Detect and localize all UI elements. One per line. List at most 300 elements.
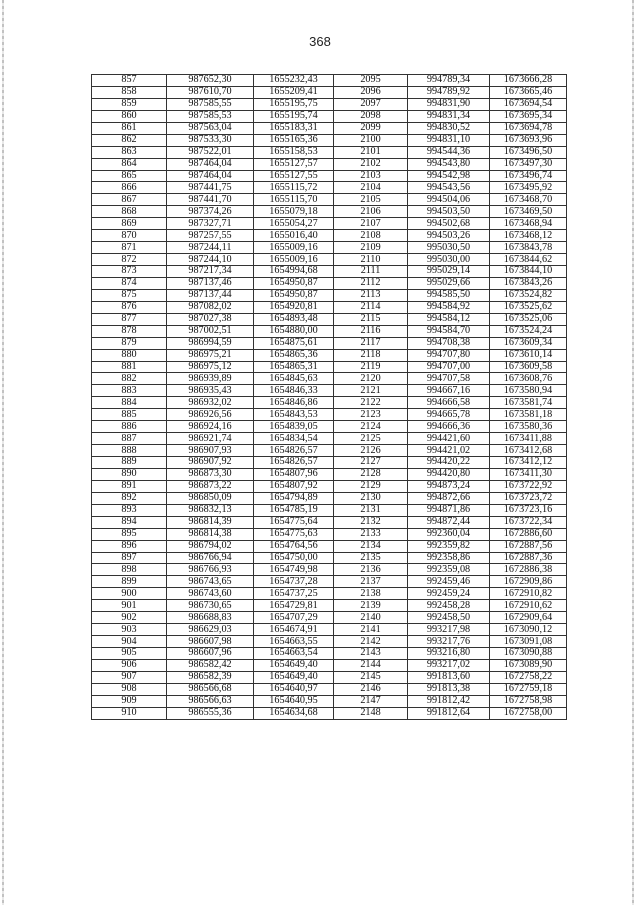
y-coordinate-right: 1673844,10: [490, 266, 567, 278]
x-coordinate-right: 995030,00: [408, 254, 490, 266]
point-number-right: 2123: [334, 409, 408, 421]
point-number-left: 863: [92, 146, 167, 158]
x-coordinate-left: 987374,26: [167, 206, 254, 218]
point-number-right: 2130: [334, 492, 408, 504]
point-number-right: 2129: [334, 480, 408, 492]
point-number-right: 2126: [334, 445, 408, 457]
y-coordinate-right: 1673722,92: [490, 480, 567, 492]
point-number-left: 882: [92, 373, 167, 385]
table-row: [92, 349, 567, 361]
point-number-right: 2136: [334, 564, 408, 576]
y-coordinate-left: 1655209,41: [254, 86, 334, 98]
x-coordinate-right: 992458,28: [408, 600, 490, 612]
point-number-right: 2145: [334, 671, 408, 683]
point-number-left: 907: [92, 671, 167, 683]
x-coordinate-left: 986924,16: [167, 421, 254, 433]
y-coordinate-right: 1673694,78: [490, 122, 567, 134]
point-number-right: 2144: [334, 659, 408, 671]
x-coordinate-right: 994666,58: [408, 397, 490, 409]
y-coordinate-right: 1673468,70: [490, 194, 567, 206]
y-coordinate-left: 1654839,05: [254, 421, 334, 433]
table-row: [92, 457, 567, 469]
y-coordinate-right: 1673496,74: [490, 170, 567, 182]
table-row: [92, 707, 567, 719]
point-number-left: 859: [92, 98, 167, 110]
table-row: [92, 564, 567, 576]
point-number-left: 869: [92, 218, 167, 230]
x-coordinate-left: 986994,59: [167, 337, 254, 349]
y-coordinate-right: 1673525,62: [490, 301, 567, 313]
y-coordinate-right: 1673609,58: [490, 361, 567, 373]
x-coordinate-right: 994707,00: [408, 361, 490, 373]
x-coordinate-right: 991812,64: [408, 707, 490, 719]
x-coordinate-left: 987244,10: [167, 254, 254, 266]
y-coordinate-left: 1655115,70: [254, 194, 334, 206]
y-coordinate-left: 1655165,36: [254, 134, 334, 146]
x-coordinate-left: 986814,38: [167, 528, 254, 540]
x-coordinate-left: 986794,02: [167, 540, 254, 552]
table-row: [92, 301, 567, 313]
x-coordinate-left: 987027,38: [167, 313, 254, 325]
y-coordinate-left: 1655115,72: [254, 182, 334, 194]
point-number-left: 874: [92, 277, 167, 289]
x-coordinate-right: 993217,02: [408, 659, 490, 671]
x-coordinate-right: 991813,60: [408, 671, 490, 683]
point-number-right: 2147: [334, 695, 408, 707]
point-number-right: 2106: [334, 206, 408, 218]
y-coordinate-left: 1654785,19: [254, 504, 334, 516]
y-coordinate-left: 1655009,16: [254, 242, 334, 254]
x-coordinate-left: 986939,89: [167, 373, 254, 385]
y-coordinate-left: 1654663,55: [254, 636, 334, 648]
y-coordinate-right: 1672887,36: [490, 552, 567, 564]
x-coordinate-left: 986629,03: [167, 624, 254, 636]
point-number-left: 896: [92, 540, 167, 552]
table-row: [92, 230, 567, 242]
x-coordinate-left: 987585,53: [167, 110, 254, 122]
point-number-left: 867: [92, 194, 167, 206]
point-number-left: 891: [92, 480, 167, 492]
point-number-right: 2131: [334, 504, 408, 516]
x-coordinate-right: 994421,60: [408, 433, 490, 445]
point-number-left: 893: [92, 504, 167, 516]
y-coordinate-right: 1673581,74: [490, 397, 567, 409]
y-coordinate-left: 1654807,92: [254, 480, 334, 492]
x-coordinate-right: 992359,82: [408, 540, 490, 552]
table-row: [92, 385, 567, 397]
x-coordinate-left: 986607,98: [167, 636, 254, 648]
point-number-right: 2120: [334, 373, 408, 385]
x-coordinate-right: 993216,80: [408, 648, 490, 660]
point-number-left: 871: [92, 242, 167, 254]
x-coordinate-right: 994503,26: [408, 230, 490, 242]
x-coordinate-right: 995029,66: [408, 277, 490, 289]
y-coordinate-left: 1655079,18: [254, 206, 334, 218]
x-coordinate-left: 986932,02: [167, 397, 254, 409]
y-coordinate-right: 1673580,36: [490, 421, 567, 433]
x-coordinate-right: 994873,24: [408, 480, 490, 492]
point-number-right: 2124: [334, 421, 408, 433]
y-coordinate-left: 1654737,28: [254, 576, 334, 588]
x-coordinate-right: 994871,86: [408, 504, 490, 516]
y-coordinate-right: 1673091,08: [490, 636, 567, 648]
table-row: [92, 242, 567, 254]
y-coordinate-right: 1673495,92: [490, 182, 567, 194]
point-number-left: 890: [92, 468, 167, 480]
point-number-right: 2098: [334, 110, 408, 122]
x-coordinate-left: 986935,43: [167, 385, 254, 397]
x-coordinate-left: 986688,83: [167, 612, 254, 624]
x-coordinate-left: 987610,70: [167, 86, 254, 98]
point-number-right: 2104: [334, 182, 408, 194]
table-row: [92, 325, 567, 337]
point-number-left: 886: [92, 421, 167, 433]
point-number-left: 908: [92, 683, 167, 695]
point-number-left: 861: [92, 122, 167, 134]
x-coordinate-right: 994872,66: [408, 492, 490, 504]
point-number-right: 2115: [334, 313, 408, 325]
x-coordinate-left: 987327,71: [167, 218, 254, 230]
point-number-right: 2118: [334, 349, 408, 361]
x-coordinate-right: 991812,42: [408, 695, 490, 707]
table-row: [92, 158, 567, 170]
y-coordinate-right: 1673524,82: [490, 289, 567, 301]
y-coordinate-left: 1654875,61: [254, 337, 334, 349]
table-row: [92, 122, 567, 134]
x-coordinate-right: 994831,34: [408, 110, 490, 122]
x-coordinate-left: 986766,94: [167, 552, 254, 564]
point-number-right: 2099: [334, 122, 408, 134]
point-number-left: 899: [92, 576, 167, 588]
point-number-right: 2097: [334, 98, 408, 110]
point-number-right: 2122: [334, 397, 408, 409]
table-row: [92, 337, 567, 349]
x-coordinate-left: 987585,55: [167, 98, 254, 110]
scan-left-edge: [2, 0, 4, 905]
x-coordinate-right: 994544,36: [408, 146, 490, 158]
point-number-left: 905: [92, 648, 167, 660]
y-coordinate-left: 1654775,63: [254, 528, 334, 540]
table-row: [92, 409, 567, 421]
x-coordinate-left: 986832,13: [167, 504, 254, 516]
table-row: [92, 552, 567, 564]
x-coordinate-right: 994665,78: [408, 409, 490, 421]
point-number-left: 884: [92, 397, 167, 409]
x-coordinate-right: 994831,10: [408, 134, 490, 146]
y-coordinate-right: 1672886,60: [490, 528, 567, 540]
y-coordinate-left: 1654880,00: [254, 325, 334, 337]
point-number-right: 2109: [334, 242, 408, 254]
point-number-right: 2132: [334, 516, 408, 528]
point-number-right: 2133: [334, 528, 408, 540]
x-coordinate-right: 995029,14: [408, 266, 490, 278]
x-coordinate-right: 991813,38: [408, 683, 490, 695]
table-row: [92, 671, 567, 683]
point-number-left: 889: [92, 457, 167, 469]
x-coordinate-left: 986566,68: [167, 683, 254, 695]
y-coordinate-right: 1673468,12: [490, 230, 567, 242]
y-coordinate-left: 1655016,40: [254, 230, 334, 242]
y-coordinate-left: 1655009,16: [254, 254, 334, 266]
x-coordinate-right: 994584,70: [408, 325, 490, 337]
y-coordinate-right: 1673090,12: [490, 624, 567, 636]
x-coordinate-right: 994542,98: [408, 170, 490, 182]
x-coordinate-right: 994504,06: [408, 194, 490, 206]
y-coordinate-left: 1654826,57: [254, 445, 334, 457]
y-coordinate-right: 1673090,88: [490, 648, 567, 660]
point-number-right: 2148: [334, 707, 408, 719]
x-coordinate-right: 994789,92: [408, 86, 490, 98]
table-row: [92, 313, 567, 325]
y-coordinate-right: 1673609,34: [490, 337, 567, 349]
point-number-left: 902: [92, 612, 167, 624]
y-coordinate-right: 1673581,18: [490, 409, 567, 421]
y-coordinate-left: 1655054,27: [254, 218, 334, 230]
x-coordinate-left: 986814,39: [167, 516, 254, 528]
table-row: [92, 480, 567, 492]
x-coordinate-left: 987441,75: [167, 182, 254, 194]
y-coordinate-left: 1654634,68: [254, 707, 334, 719]
table-row: [92, 445, 567, 457]
y-coordinate-right: 1673694,54: [490, 98, 567, 110]
point-number-left: 864: [92, 158, 167, 170]
point-number-right: 2137: [334, 576, 408, 588]
x-coordinate-right: 994667,16: [408, 385, 490, 397]
y-coordinate-right: 1672910,62: [490, 600, 567, 612]
y-coordinate-right: 1673610,14: [490, 349, 567, 361]
x-coordinate-right: 994789,34: [408, 75, 490, 87]
y-coordinate-right: 1673089,90: [490, 659, 567, 671]
y-coordinate-left: 1654845,63: [254, 373, 334, 385]
y-coordinate-right: 1672909,86: [490, 576, 567, 588]
table-row: [92, 612, 567, 624]
x-coordinate-right: 994502,68: [408, 218, 490, 230]
x-coordinate-left: 987441,70: [167, 194, 254, 206]
y-coordinate-left: 1655232,43: [254, 75, 334, 87]
point-number-left: 895: [92, 528, 167, 540]
table-row: [92, 170, 567, 182]
x-coordinate-left: 987533,30: [167, 134, 254, 146]
point-number-left: 898: [92, 564, 167, 576]
table-row: [92, 194, 567, 206]
point-number-left: 877: [92, 313, 167, 325]
y-coordinate-left: 1654764,56: [254, 540, 334, 552]
x-coordinate-right: 994707,58: [408, 373, 490, 385]
table-row: [92, 397, 567, 409]
x-coordinate-right: 994584,92: [408, 301, 490, 313]
y-coordinate-right: 1673469,50: [490, 206, 567, 218]
table-row: [92, 361, 567, 373]
y-coordinate-left: 1654846,33: [254, 385, 334, 397]
y-coordinate-right: 1673496,50: [490, 146, 567, 158]
y-coordinate-left: 1655127,57: [254, 158, 334, 170]
point-number-left: 888: [92, 445, 167, 457]
x-coordinate-right: 993217,98: [408, 624, 490, 636]
point-number-right: 2134: [334, 540, 408, 552]
point-number-left: 862: [92, 134, 167, 146]
y-coordinate-right: 1673608,76: [490, 373, 567, 385]
x-coordinate-left: 986743,60: [167, 588, 254, 600]
y-coordinate-left: 1654834,54: [254, 433, 334, 445]
x-coordinate-right: 994420,22: [408, 457, 490, 469]
table-row: [92, 218, 567, 230]
y-coordinate-left: 1654649,40: [254, 659, 334, 671]
y-coordinate-left: 1654707,29: [254, 612, 334, 624]
x-coordinate-right: 994831,90: [408, 98, 490, 110]
y-coordinate-right: 1673524,24: [490, 325, 567, 337]
x-coordinate-left: 986907,92: [167, 457, 254, 469]
x-coordinate-left: 986873,30: [167, 468, 254, 480]
point-number-right: 2107: [334, 218, 408, 230]
y-coordinate-right: 1673723,72: [490, 492, 567, 504]
y-coordinate-left: 1654994,68: [254, 266, 334, 278]
table-row: [92, 695, 567, 707]
x-coordinate-left: 986555,36: [167, 707, 254, 719]
x-coordinate-left: 987082,02: [167, 301, 254, 313]
y-coordinate-left: 1655158,53: [254, 146, 334, 158]
y-coordinate-left: 1654737,25: [254, 588, 334, 600]
x-coordinate-left: 986926,56: [167, 409, 254, 421]
point-number-right: 2139: [334, 600, 408, 612]
y-coordinate-left: 1654663,54: [254, 648, 334, 660]
x-coordinate-right: 994584,12: [408, 313, 490, 325]
x-coordinate-right: 992459,46: [408, 576, 490, 588]
table-row: [92, 624, 567, 636]
table-row: [92, 266, 567, 278]
table-row: [92, 648, 567, 660]
y-coordinate-right: 1673843,26: [490, 277, 567, 289]
y-coordinate-right: 1672886,38: [490, 564, 567, 576]
y-coordinate-right: 1673412,12: [490, 457, 567, 469]
y-coordinate-left: 1654729,81: [254, 600, 334, 612]
y-coordinate-right: 1673666,28: [490, 75, 567, 87]
x-coordinate-right: 994830,52: [408, 122, 490, 134]
point-number-left: 875: [92, 289, 167, 301]
point-number-right: 2111: [334, 266, 408, 278]
y-coordinate-right: 1673411,30: [490, 468, 567, 480]
y-coordinate-right: 1673412,68: [490, 445, 567, 457]
y-coordinate-right: 1672887,56: [490, 540, 567, 552]
scan-right-edge: [632, 0, 634, 905]
x-coordinate-left: 987464,04: [167, 170, 254, 182]
table-row: [92, 206, 567, 218]
table-row: [92, 277, 567, 289]
x-coordinate-right: 994420,80: [408, 468, 490, 480]
x-coordinate-right: 994872,44: [408, 516, 490, 528]
point-number-right: 2108: [334, 230, 408, 242]
point-number-left: 858: [92, 86, 167, 98]
y-coordinate-left: 1654807,96: [254, 468, 334, 480]
x-coordinate-left: 987244,11: [167, 242, 254, 254]
table-row: [92, 373, 567, 385]
point-number-right: 2095: [334, 75, 408, 87]
table-row: [92, 636, 567, 648]
point-number-left: 909: [92, 695, 167, 707]
x-coordinate-left: 987137,46: [167, 277, 254, 289]
x-coordinate-right: 993217,76: [408, 636, 490, 648]
table-row: [92, 540, 567, 552]
table-row: [92, 146, 567, 158]
y-coordinate-left: 1654950,87: [254, 277, 334, 289]
y-coordinate-right: 1673525,06: [490, 313, 567, 325]
y-coordinate-right: 1672758,00: [490, 707, 567, 719]
point-number-right: 2102: [334, 158, 408, 170]
x-coordinate-right: 992359,08: [408, 564, 490, 576]
y-coordinate-left: 1654794,89: [254, 492, 334, 504]
point-number-right: 2143: [334, 648, 408, 660]
y-coordinate-right: 1673844,62: [490, 254, 567, 266]
point-number-left: 870: [92, 230, 167, 242]
y-coordinate-left: 1654920,81: [254, 301, 334, 313]
point-number-left: 894: [92, 516, 167, 528]
y-coordinate-right: 1673665,46: [490, 86, 567, 98]
x-coordinate-left: 986730,65: [167, 600, 254, 612]
x-coordinate-left: 986582,39: [167, 671, 254, 683]
x-coordinate-right: 992360,04: [408, 528, 490, 540]
table-row: [92, 492, 567, 504]
x-coordinate-left: 986582,42: [167, 659, 254, 671]
table-row: [92, 588, 567, 600]
table-row: [92, 182, 567, 194]
point-number-right: 2146: [334, 683, 408, 695]
coordinates-table-body: [92, 75, 567, 720]
table-row: [92, 433, 567, 445]
y-coordinate-left: 1654826,57: [254, 457, 334, 469]
point-number-left: 901: [92, 600, 167, 612]
y-coordinate-left: 1654950,87: [254, 289, 334, 301]
x-coordinate-left: 987522,01: [167, 146, 254, 158]
y-coordinate-right: 1673580,94: [490, 385, 567, 397]
table-row: [92, 504, 567, 516]
x-coordinate-right: 992459,24: [408, 588, 490, 600]
point-number-right: 2119: [334, 361, 408, 373]
y-coordinate-left: 1655127,55: [254, 170, 334, 182]
table-row: [92, 576, 567, 588]
x-coordinate-left: 986975,12: [167, 361, 254, 373]
point-number-left: 910: [92, 707, 167, 719]
y-coordinate-left: 1655183,31: [254, 122, 334, 134]
y-coordinate-right: 1673693,96: [490, 134, 567, 146]
x-coordinate-right: 992358,86: [408, 552, 490, 564]
y-coordinate-right: 1672910,82: [490, 588, 567, 600]
point-number-right: 2117: [334, 337, 408, 349]
page-number: 368: [309, 34, 331, 49]
y-coordinate-left: 1654893,48: [254, 313, 334, 325]
point-number-left: 873: [92, 266, 167, 278]
y-coordinate-left: 1654865,31: [254, 361, 334, 373]
x-coordinate-left: 987137,44: [167, 289, 254, 301]
point-number-left: 903: [92, 624, 167, 636]
coordinates-table: [91, 74, 567, 720]
y-coordinate-left: 1655195,75: [254, 98, 334, 110]
y-coordinate-right: 1673695,34: [490, 110, 567, 122]
x-coordinate-right: 992458,50: [408, 612, 490, 624]
table-row: [92, 86, 567, 98]
table-row: [92, 659, 567, 671]
point-number-left: 880: [92, 349, 167, 361]
point-number-right: 2125: [334, 433, 408, 445]
x-coordinate-right: 994585,50: [408, 289, 490, 301]
table-row: [92, 110, 567, 122]
y-coordinate-right: 1672758,22: [490, 671, 567, 683]
point-number-right: 2135: [334, 552, 408, 564]
x-coordinate-left: 986850,09: [167, 492, 254, 504]
point-number-right: 2113: [334, 289, 408, 301]
point-number-left: 897: [92, 552, 167, 564]
y-coordinate-left: 1654775,64: [254, 516, 334, 528]
x-coordinate-left: 986766,93: [167, 564, 254, 576]
x-coordinate-left: 986566,63: [167, 695, 254, 707]
